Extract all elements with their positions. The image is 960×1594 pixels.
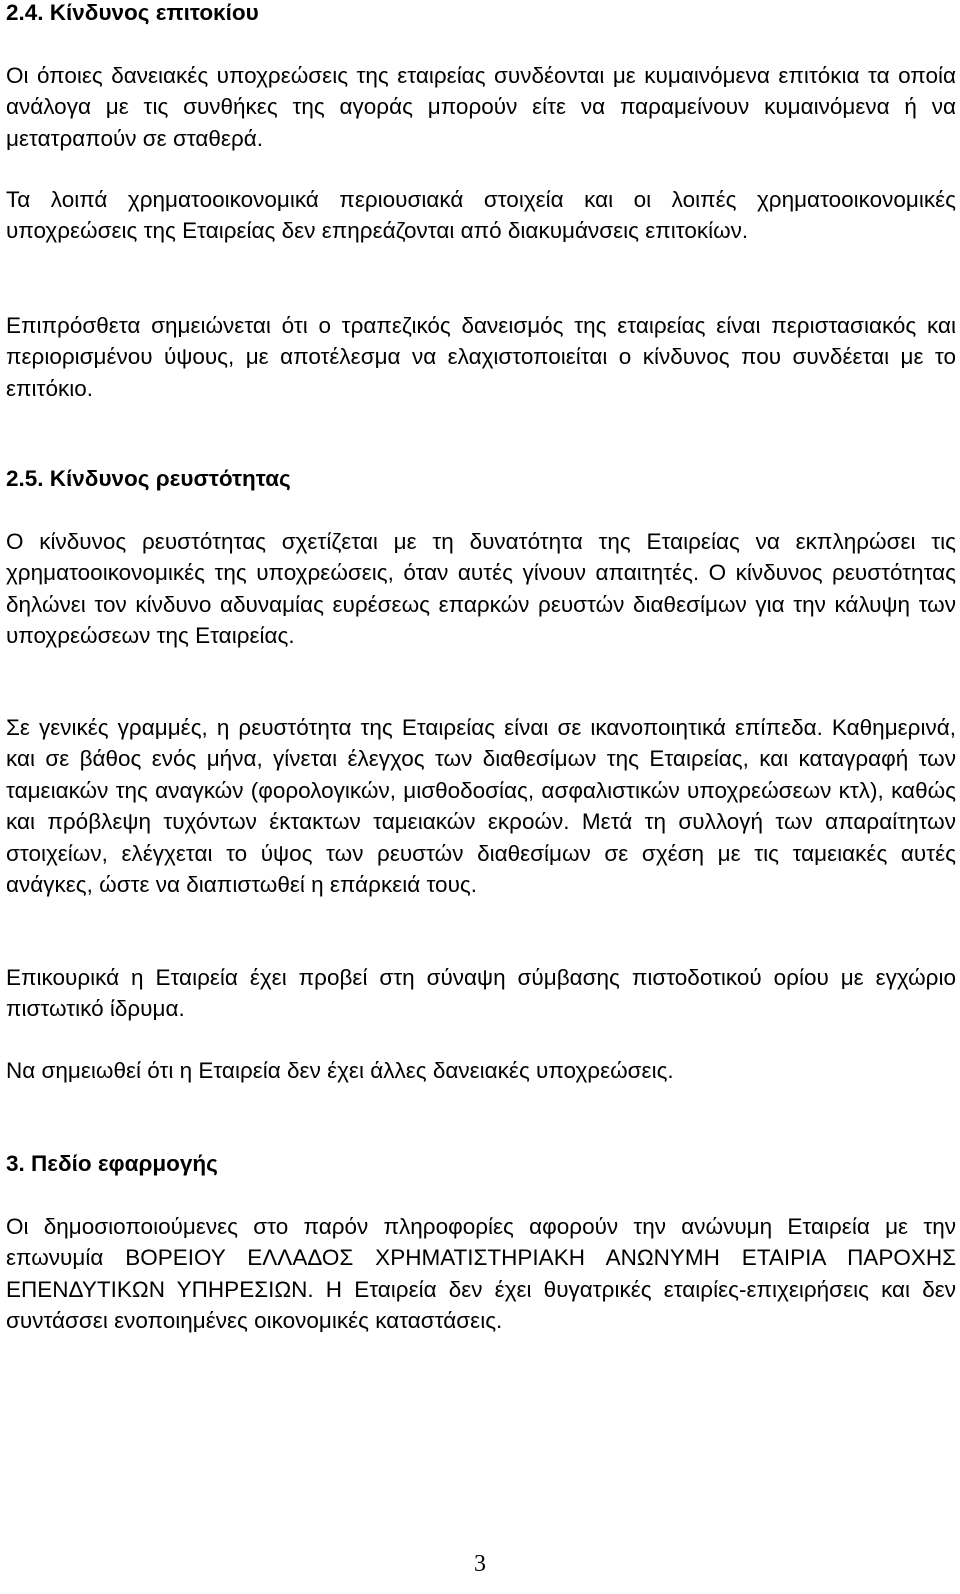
section-heading-scope: 3. Πεδίο εφαρμογής bbox=[6, 1151, 218, 1176]
paragraph-other-financial-items: Τα λοιπά χρηματοοικονομικά περιουσιακά στοιχεία και οι λοιπές χρηματοοικονομικές υποχρεώσεις της Εταιρείας δεν επηρεάζονται από διακυμάνσεις επιτοκίων. bbox=[6, 187, 956, 244]
paragraph-bank-borrowing: Επιπρόσθετα σημειώνεται ότι ο τραπεζικός δανεισμός της εταιρείας είναι περιστασιακός και περιορισμένου ύψους, με αποτέλεσμα να ελαχιστοποιείται ο κίνδυνος που συνδέεται με το επιτόκιο. bbox=[6, 313, 956, 401]
section-heading-liquidity-risk: 2.5. Κίνδυνος ρευστότητας bbox=[6, 466, 291, 491]
section-heading-interest-rate-risk: 2.4. Κίνδυνος επιτοκίου bbox=[6, 0, 259, 25]
paragraph-liquidity-monitoring: Σε γενικές γραμμές, η ρευστότητα της Εταιρείας είναι σε ικανοποιητικά επίπεδα. Καθημερινά, και σε βάθος ενός μήνα, γίνεται έλεγχος των διαθεσίμων της Εταιρείας, και καταγραφή των ταμειακών της αναγκών (φορολογικών, μισθοδοσίας, ασφαλιστικών υποχρεώσεων κτλ), καθώς και πρόβλεψη τυχόντων έκτακτων ταμειακών εκροών. Μετά τη συλλογή των απαραίτητων στοιχείων, ελέγχεται το ύψος των ρευστών διαθεσίμων σε σχέση με τις ταμειακές αυτές ανάγκες, ώστε να διαπιστωθεί η επάρκειά τους. bbox=[6, 715, 956, 898]
paragraph-credit-facility: Επικουρικά η Εταιρεία έχει προβεί στη σύναψη σύμβασης πιστοδοτικού ορίου με εγχώριο πιστωτικό ίδρυμα. bbox=[6, 965, 956, 1022]
paragraph-liquidity-definition: Ο κίνδυνος ρευστότητας σχετίζεται με τη δυνατότητα της Εταιρείας να εκπληρώσει τις χρηματοοικονομικές της υποχρεώσεις, όταν αυτές γίνουν απαιτητές. Ο κίνδυνος ρευστότητας δηλώνει τον κίνδυνο αδυναμίας ευρέσεως επαρκών ρευστών διαθεσίμων για την κάλυψη των υποχρεώσεων της Εταιρείας. bbox=[6, 529, 956, 649]
page-number: 3 bbox=[474, 1551, 486, 1577]
paragraph-no-other-loans: Να σημειωθεί ότι η Εταιρεία δεν έχει άλλες δανειακές υποχρεώσεις. bbox=[6, 1058, 674, 1083]
paragraph-floating-rates: Οι όποιες δανειακές υποχρεώσεις της εταιρείας συνδέονται με κυμαινόμενα επιτόκια τα οποία ανάλογα με τις συνθήκες της αγοράς μπορούν είτε να παραμείνουν κυμαινόμενα ή να μετατραπούν σε σταθερά. bbox=[6, 63, 956, 151]
paragraph-scope-company: Οι δημοσιοποιούμενες στο παρόν πληροφορίες αφορούν την ανώνυμη Εταιρεία με την επωνυμία ΒΟΡΕΙΟΥ ΕΛΛΑΔΟΣ ΧΡΗΜΑΤΙΣΤΗΡΙΑΚΗ ΑΝΩΝΥΜΗ ΕΤΑΙΡΙΑ ΠΑΡΟΧΗΣ ΕΠΕΝΔΥΤΙΚΩΝ ΥΠΗΡΕΣΙΩΝ. Η Εταιρεία δεν έχει θυγατρικές εταιρίες-επιχειρήσεις και δεν συντάσσει ενοποιημένες οικονομικές καταστάσεις. bbox=[6, 1214, 956, 1334]
